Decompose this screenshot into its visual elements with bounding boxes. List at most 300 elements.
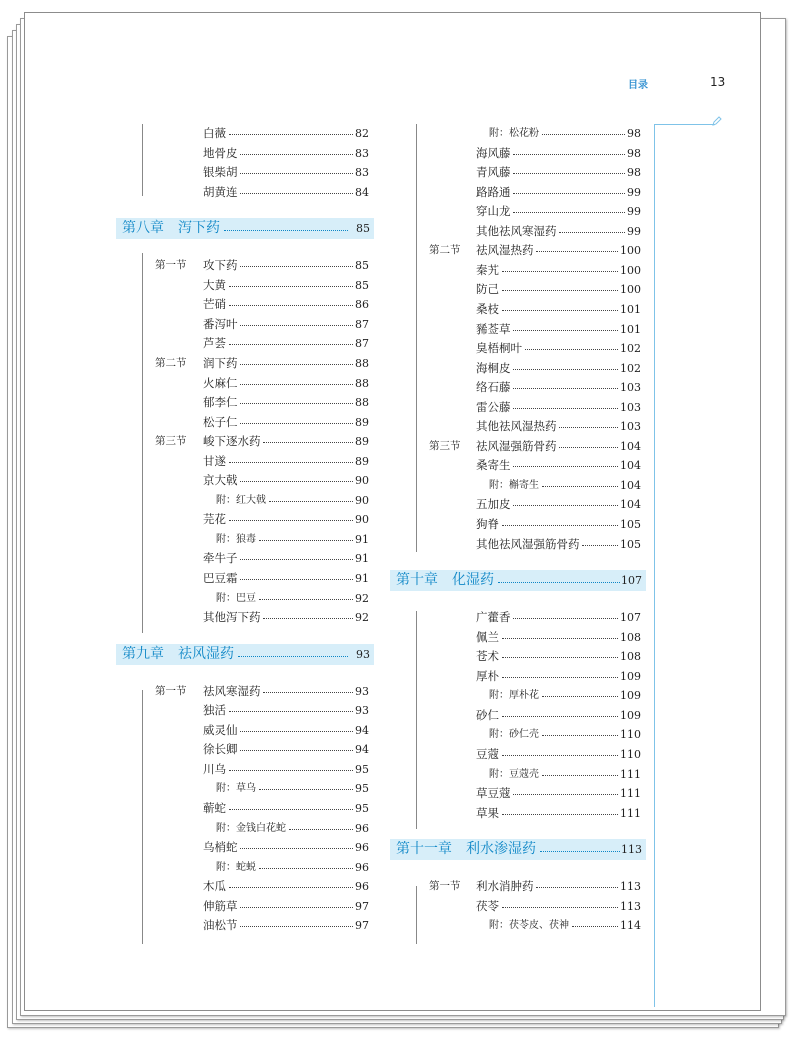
- dot-leader: [502, 814, 618, 815]
- toc-entry[interactable]: [155, 393, 369, 412]
- dot-leader: [536, 887, 618, 888]
- entry-page-number: 90: [354, 471, 369, 490]
- entry-title: 祛风湿热药: [476, 241, 535, 260]
- toc-entry[interactable]: [429, 877, 641, 896]
- entry-title: 银柴胡: [203, 163, 239, 182]
- entry-page-number: 92: [354, 608, 369, 627]
- right-bracket-line-3: [416, 886, 417, 944]
- entry-page-number: 103: [619, 398, 641, 417]
- dot-leader: [240, 193, 353, 194]
- toc-entry[interactable]: [155, 701, 369, 720]
- entry-page-number: 88: [354, 374, 369, 393]
- dot-leader: [240, 848, 353, 849]
- entry-title: 狗脊: [476, 515, 500, 534]
- toc-entry[interactable]: [155, 374, 369, 393]
- entry-title: 青风藤: [476, 163, 512, 182]
- entry-title: 臭梧桐叶: [476, 339, 523, 358]
- toc-sub-entry[interactable]: [429, 686, 641, 705]
- entry-page-number: 95: [354, 779, 369, 798]
- entry-page-number: 98: [626, 124, 641, 143]
- dot-leader: [513, 369, 618, 370]
- entry-title: 五加皮: [476, 495, 512, 514]
- toc-entry[interactable]: [429, 745, 641, 764]
- toc-entry[interactable]: [155, 354, 369, 373]
- toc-entry[interactable]: [155, 334, 369, 353]
- dot-leader: [259, 868, 353, 869]
- entry-page-number: 88: [354, 393, 369, 412]
- dot-leader: [240, 481, 353, 482]
- entry-title: 牵牛子: [203, 549, 239, 568]
- dot-leader: [502, 657, 618, 658]
- entry-page-number: 97: [354, 916, 369, 935]
- entry-page-number: 109: [619, 706, 641, 725]
- toc-entry[interactable]: [429, 535, 641, 554]
- dot-leader: [289, 829, 353, 830]
- dot-leader: [240, 750, 353, 751]
- toc-sub-entry[interactable]: [155, 779, 369, 798]
- entry-page-number: 95: [354, 799, 369, 818]
- toc-entry[interactable]: [155, 183, 369, 202]
- dot-leader: [238, 656, 348, 657]
- toc-entry[interactable]: [155, 682, 369, 701]
- toc-entry[interactable]: [429, 437, 641, 456]
- entry-title: 防己: [476, 280, 500, 299]
- toc-entry[interactable]: [429, 183, 641, 202]
- chapter-page-number: 113: [620, 839, 642, 860]
- toc-entry[interactable]: [155, 799, 369, 818]
- toc-entry[interactable]: [429, 398, 641, 417]
- entry-page-number: 93: [354, 701, 369, 720]
- dot-leader: [259, 789, 353, 790]
- toc-entry[interactable]: [429, 300, 641, 319]
- entry-page-number: 101: [619, 300, 641, 319]
- entry-page-number: 104: [619, 476, 641, 495]
- entry-page-number: 89: [354, 413, 369, 432]
- dot-leader: [513, 408, 618, 409]
- dot-leader: [240, 579, 353, 580]
- entry-page-number: 90: [354, 510, 369, 529]
- section-label: 第一节: [155, 259, 187, 272]
- entry-page-number: 96: [354, 877, 369, 896]
- entry-title: 地骨皮: [203, 144, 239, 163]
- dot-leader: [259, 540, 353, 541]
- entry-page-number: 109: [619, 667, 641, 686]
- dot-leader: [513, 154, 625, 155]
- toc-entry[interactable]: [155, 916, 369, 935]
- appendix-title: 附：槲寄生: [489, 476, 540, 495]
- chapter-page-number: 93: [355, 644, 370, 665]
- toc-entry[interactable]: [155, 897, 369, 916]
- dot-leader: [240, 154, 353, 155]
- entry-title: 厚朴: [476, 667, 500, 686]
- toc-sub-entry[interactable]: [429, 124, 641, 143]
- section-label: 第三节: [155, 435, 187, 448]
- chapter-title: 第十章 化湿药: [396, 570, 496, 591]
- entry-title: 路路通: [476, 183, 512, 202]
- dot-leader: [502, 755, 618, 756]
- toc-entry[interactable]: [429, 608, 641, 627]
- entry-title: 秦艽: [476, 261, 500, 280]
- chapter-heading[interactable]: [390, 839, 646, 860]
- dot-leader: [542, 134, 625, 135]
- toc-sub-entry[interactable]: [155, 589, 369, 608]
- dot-leader: [542, 486, 618, 487]
- dot-leader: [542, 735, 618, 736]
- entry-page-number: 85: [354, 276, 369, 295]
- entry-page-number: 87: [354, 334, 369, 353]
- appendix-title: 附：豆蔻壳: [489, 765, 540, 784]
- dot-leader: [240, 731, 353, 732]
- dot-leader: [502, 525, 618, 526]
- entry-title: 火麻仁: [203, 374, 239, 393]
- left-bracket-line-2: [142, 253, 143, 633]
- entry-title: 木瓜: [203, 877, 227, 896]
- toc-entry[interactable]: [155, 549, 369, 568]
- entry-page-number: 104: [619, 437, 641, 456]
- dot-leader: [502, 638, 618, 639]
- entry-page-number: 86: [354, 295, 369, 314]
- dot-leader: [502, 716, 618, 717]
- toc-entry[interactable]: [429, 202, 641, 221]
- appendix-title: 附：茯苓皮、茯神: [489, 916, 570, 935]
- entry-title: 佩兰: [476, 628, 500, 647]
- toc-sub-entry[interactable]: [155, 858, 369, 877]
- entry-page-number: 88: [354, 354, 369, 373]
- entry-title: 白薇: [203, 124, 227, 143]
- entry-page-number: 100: [619, 280, 641, 299]
- dot-leader: [502, 310, 618, 311]
- dot-leader: [240, 173, 353, 174]
- entry-page-number: 93: [354, 682, 369, 701]
- dot-leader: [525, 349, 618, 350]
- entry-title: 砂仁: [476, 706, 500, 725]
- toc-entry[interactable]: [429, 897, 641, 916]
- dot-leader: [513, 618, 618, 619]
- entry-page-number: 105: [619, 515, 641, 534]
- entry-title: 川乌: [203, 760, 227, 779]
- toc-entry[interactable]: [155, 452, 369, 471]
- toc-entry[interactable]: [155, 124, 369, 143]
- dot-leader: [513, 193, 625, 194]
- entry-title: 乌梢蛇: [203, 838, 239, 857]
- entry-title: 芒硝: [203, 295, 227, 314]
- entry-page-number: 109: [619, 686, 641, 705]
- entry-page-number: 102: [619, 339, 641, 358]
- entry-title: 豆蔻: [476, 745, 500, 764]
- appendix-title: 附：砂仁壳: [489, 725, 540, 744]
- entry-page-number: 101: [619, 320, 641, 339]
- entry-title: 伸筋草: [203, 897, 239, 916]
- entry-page-number: 110: [619, 725, 641, 744]
- entry-page-number: 89: [354, 432, 369, 451]
- chapter-title: 第九章 祛风湿药: [122, 644, 236, 665]
- dot-leader: [240, 266, 353, 267]
- toc-entry[interactable]: [155, 471, 369, 490]
- entry-page-number: 111: [619, 804, 641, 823]
- entry-title: 穿山龙: [476, 202, 512, 221]
- section-label: 第一节: [155, 684, 187, 697]
- dot-leader: [502, 907, 618, 908]
- toc-entry[interactable]: [429, 456, 641, 475]
- entry-title: 润下药: [203, 354, 239, 373]
- dot-leader: [536, 251, 618, 252]
- toc-entry[interactable]: [429, 495, 641, 514]
- toc-entry[interactable]: [155, 608, 369, 627]
- toc-sub-entry[interactable]: [429, 725, 641, 744]
- entry-title: 海风藤: [476, 144, 512, 163]
- toc-entry[interactable]: [429, 706, 641, 725]
- dot-leader: [240, 325, 353, 326]
- entry-page-number: 91: [354, 549, 369, 568]
- toc-entry[interactable]: [155, 413, 369, 432]
- toc-entry[interactable]: [429, 280, 641, 299]
- toc-entry[interactable]: [429, 804, 641, 823]
- entry-title: 蕲蛇: [203, 799, 227, 818]
- dot-leader: [559, 447, 618, 448]
- entry-page-number: 85: [354, 256, 369, 275]
- toc-entry[interactable]: [429, 144, 641, 163]
- entry-page-number: 84: [354, 183, 369, 202]
- entry-page-number: 87: [354, 315, 369, 334]
- entry-page-number: 100: [619, 261, 641, 280]
- chapter-page-number: 85: [355, 218, 370, 239]
- dot-leader: [513, 173, 625, 174]
- entry-page-number: 102: [619, 359, 641, 378]
- entry-title: 油松节: [203, 916, 239, 935]
- dot-leader: [229, 711, 353, 712]
- toc-entry[interactable]: [429, 628, 641, 647]
- entry-title: 独活: [203, 701, 227, 720]
- entry-page-number: 94: [354, 740, 369, 759]
- dot-leader: [502, 271, 618, 272]
- dot-leader: [229, 520, 353, 521]
- entry-page-number: 105: [619, 535, 641, 554]
- appendix-title: 附：金钱白花蛇: [216, 819, 287, 838]
- chapter-heading[interactable]: [116, 644, 374, 665]
- chapter-page-number: 107: [620, 570, 642, 591]
- left-bracket-line-3: [142, 690, 143, 944]
- entry-page-number: 96: [354, 819, 369, 838]
- entry-title: 其他祛风寒湿药: [476, 222, 558, 241]
- entry-page-number: 113: [619, 877, 641, 896]
- toc-entry[interactable]: [429, 378, 641, 397]
- dot-leader: [513, 330, 618, 331]
- dot-leader: [582, 545, 618, 546]
- dot-leader: [572, 926, 618, 927]
- appendix-title: 附：草乌: [216, 779, 257, 798]
- entry-title: 甘遂: [203, 452, 227, 471]
- dot-leader: [229, 134, 353, 135]
- entry-page-number: 111: [619, 784, 641, 803]
- toc-sub-entry[interactable]: [155, 491, 369, 510]
- entry-title: 其他祛风湿强筋骨药: [476, 535, 581, 554]
- entry-page-number: 99: [626, 222, 641, 241]
- chapter-title: 第十一章 利水渗湿药: [396, 839, 538, 860]
- toc-entry[interactable]: [429, 417, 641, 436]
- entry-title: 豨莶草: [476, 320, 512, 339]
- dot-leader: [559, 232, 625, 233]
- toc-entry[interactable]: [155, 877, 369, 896]
- dot-leader: [229, 770, 353, 771]
- entry-page-number: 104: [619, 495, 641, 514]
- entry-title: 郁李仁: [203, 393, 239, 412]
- toc-entry[interactable]: [155, 144, 369, 163]
- section-label: 第一节: [429, 880, 461, 893]
- entry-page-number: 107: [619, 608, 641, 627]
- dot-leader: [502, 677, 618, 678]
- entry-title: 芦荟: [203, 334, 227, 353]
- entry-title: 雷公藤: [476, 398, 512, 417]
- toc-entry[interactable]: [155, 838, 369, 857]
- toc-entry[interactable]: [155, 256, 369, 275]
- entry-title: 海桐皮: [476, 359, 512, 378]
- dot-leader: [229, 305, 353, 306]
- toc-entry[interactable]: [429, 241, 641, 260]
- dot-leader: [229, 286, 353, 287]
- entry-page-number: 89: [354, 452, 369, 471]
- dot-leader: [229, 344, 353, 345]
- dot-leader: [498, 582, 620, 583]
- chapter-title: 第八章 泻下药: [122, 218, 222, 239]
- entry-page-number: 96: [354, 838, 369, 857]
- entry-page-number: 83: [354, 163, 369, 182]
- entry-title: 祛风湿强筋骨药: [476, 437, 558, 456]
- appendix-title: 附：红大戟: [216, 491, 267, 510]
- dot-leader: [240, 364, 353, 365]
- toc-entry[interactable]: [429, 784, 641, 803]
- toc-sub-entry[interactable]: [429, 916, 641, 935]
- entry-page-number: 97: [354, 897, 369, 916]
- pen-icon: [712, 116, 722, 126]
- entry-title: 祛风寒湿药: [203, 682, 262, 701]
- entry-title: 桑寄生: [476, 456, 512, 475]
- decorative-margin-line: [654, 124, 655, 1007]
- section-label: 第二节: [155, 356, 187, 369]
- entry-page-number: 91: [354, 569, 369, 588]
- entry-page-number: 94: [354, 721, 369, 740]
- toc-entry[interactable]: [155, 295, 369, 314]
- toc-entry[interactable]: [155, 276, 369, 295]
- dot-leader: [513, 794, 618, 795]
- toc-entry[interactable]: [155, 315, 369, 334]
- toc-entry[interactable]: [155, 432, 369, 451]
- entry-title: 茯苓: [476, 897, 500, 916]
- dot-leader: [540, 851, 620, 852]
- dot-leader: [559, 427, 618, 428]
- toc-entry[interactable]: [429, 261, 641, 280]
- entry-title: 胡黄连: [203, 183, 239, 202]
- entry-page-number: 92: [354, 589, 369, 608]
- entry-title: 威灵仙: [203, 721, 239, 740]
- entry-title: 攻下药: [203, 256, 239, 275]
- chapter-heading[interactable]: [116, 218, 374, 239]
- dot-leader: [240, 559, 353, 560]
- dot-leader: [229, 462, 353, 463]
- toc-entry[interactable]: [155, 163, 369, 182]
- entry-title: 松子仁: [203, 413, 239, 432]
- dot-leader: [263, 442, 353, 443]
- entry-page-number: 104: [619, 456, 641, 475]
- dot-leader: [224, 230, 348, 231]
- dot-leader: [240, 403, 353, 404]
- dot-leader: [229, 887, 353, 888]
- dot-leader: [542, 696, 618, 697]
- dot-leader: [240, 423, 353, 424]
- toc-entry[interactable]: [155, 721, 369, 740]
- dot-leader: [240, 926, 353, 927]
- entry-title: 其他泻下药: [203, 608, 262, 627]
- chapter-heading[interactable]: [390, 570, 646, 591]
- appendix-title: 附：狼毒: [216, 530, 257, 549]
- right-bracket-line-1: [416, 124, 417, 552]
- entry-title: 广藿香: [476, 608, 512, 627]
- dot-leader: [229, 809, 353, 810]
- entry-page-number: 96: [354, 858, 369, 877]
- entry-page-number: 98: [626, 163, 641, 182]
- entry-page-number: 100: [619, 241, 641, 260]
- entry-page-number: 99: [626, 183, 641, 202]
- entry-page-number: 91: [354, 530, 369, 549]
- dot-leader: [240, 384, 353, 385]
- entry-title: 大黄: [203, 276, 227, 295]
- entry-page-number: 108: [619, 628, 641, 647]
- toc-entry[interactable]: [155, 740, 369, 759]
- entry-title: 桑枝: [476, 300, 500, 319]
- section-label: 第二节: [429, 244, 461, 257]
- entry-page-number: 90: [354, 491, 369, 510]
- entry-page-number: 98: [626, 144, 641, 163]
- toc-entry[interactable]: [429, 320, 641, 339]
- entry-page-number: 83: [354, 144, 369, 163]
- toc-sub-entry[interactable]: [155, 819, 369, 838]
- entry-page-number: 113: [619, 897, 641, 916]
- toc-entry[interactable]: [429, 222, 641, 241]
- entry-page-number: 82: [354, 124, 369, 143]
- entry-page-number: 110: [619, 745, 641, 764]
- appendix-title: 附：蛇蜕: [216, 858, 257, 877]
- dot-leader: [502, 290, 618, 291]
- toc-entry[interactable]: [429, 339, 641, 358]
- left-bracket-line-1: [142, 124, 143, 196]
- toc-entry[interactable]: [429, 667, 641, 686]
- entry-page-number: 99: [626, 202, 641, 221]
- toc-entry[interactable]: [155, 510, 369, 529]
- toc-entry[interactable]: [155, 569, 369, 588]
- appendix-title: 附：厚朴花: [489, 686, 540, 705]
- toc-entry[interactable]: [429, 515, 641, 534]
- entry-page-number: 95: [354, 760, 369, 779]
- right-bracket-line-2: [416, 611, 417, 829]
- decorative-margin-line-top: [654, 124, 714, 125]
- toc-entry[interactable]: [429, 359, 641, 378]
- entry-title: 巴豆霜: [203, 569, 239, 588]
- dot-leader: [513, 505, 618, 506]
- toc-entry[interactable]: [155, 760, 369, 779]
- page-header-title: 目录: [628, 80, 648, 91]
- toc-sub-entry[interactable]: [429, 765, 641, 784]
- dot-leader: [263, 692, 353, 693]
- toc-sub-entry[interactable]: [429, 476, 641, 495]
- toc-entry[interactable]: [429, 163, 641, 182]
- toc-entry[interactable]: [429, 647, 641, 666]
- dot-leader: [513, 212, 625, 213]
- entry-title: 利水消肿药: [476, 877, 535, 896]
- entry-title: 草果: [476, 804, 500, 823]
- dot-leader: [269, 501, 353, 502]
- toc-sub-entry[interactable]: [155, 530, 369, 549]
- entry-page-number: 111: [619, 765, 641, 784]
- entry-title: 其他祛风湿热药: [476, 417, 558, 436]
